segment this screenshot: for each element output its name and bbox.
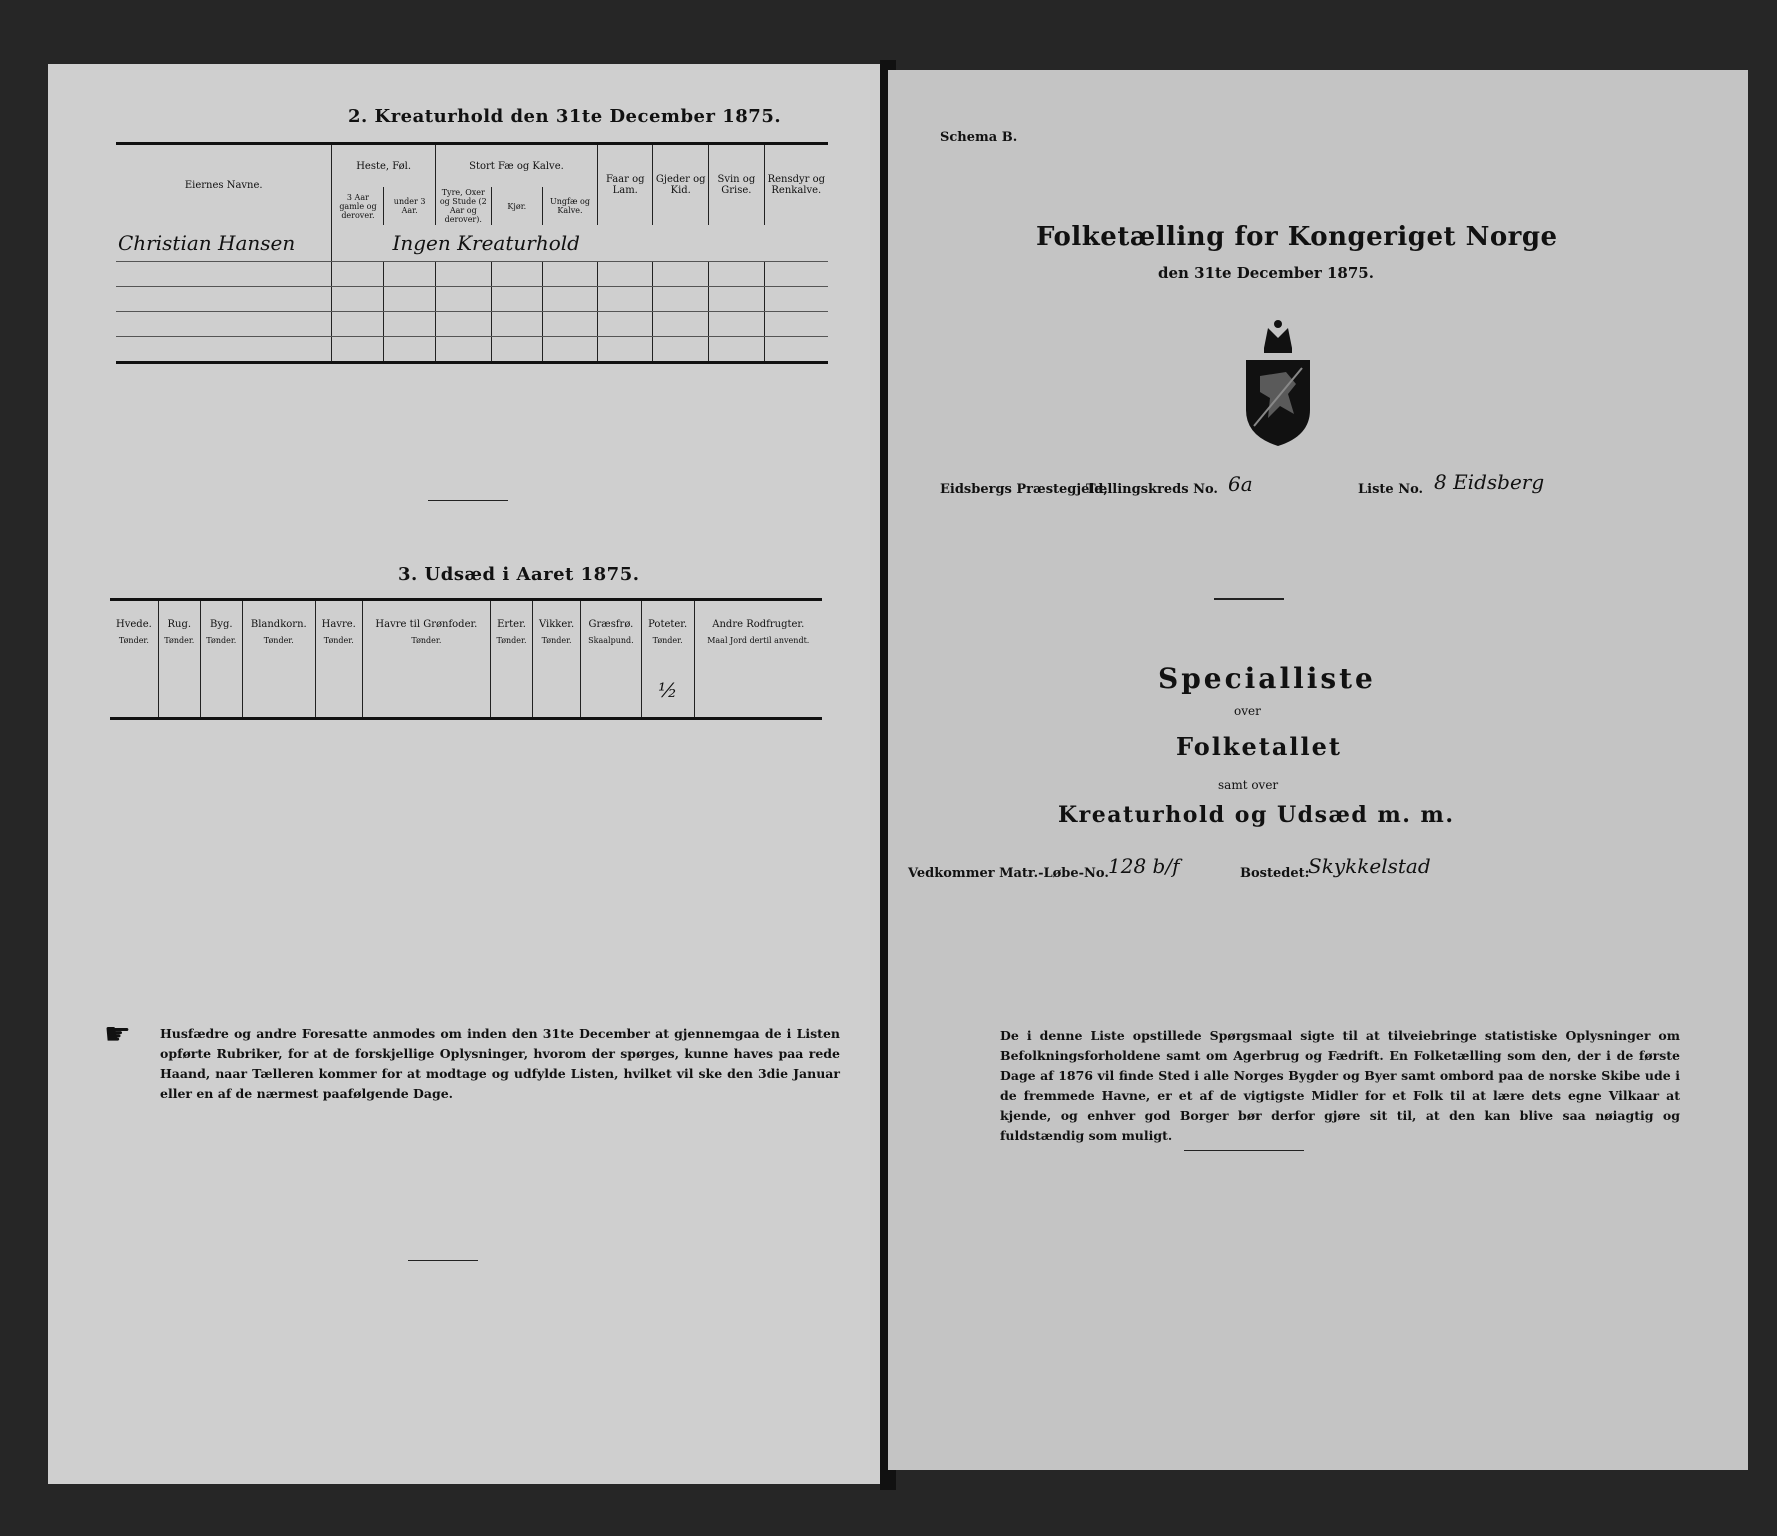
page-title: Folketælling for Kongeriget Norge (1036, 222, 1558, 252)
section3-title: 3. Udsæd i Aaret 1875. (398, 564, 640, 585)
list-label: Liste No. (1358, 482, 1424, 497)
owner-header: Eiernes Navne. (116, 144, 332, 226)
table-row (116, 312, 828, 337)
livestock-note-cell: Ingen Kreaturhold (332, 225, 828, 262)
left-page (48, 64, 890, 1484)
parish-label: Eidsbergs Præstegjeld, (940, 482, 1108, 497)
seed-column-header (641, 600, 694, 664)
reindeer-header: Rensdyr og Renkalve. (764, 144, 828, 226)
seed-column-header (200, 600, 242, 664)
seed-column-unit: Tønder. (206, 636, 237, 645)
seed-value-cell (315, 663, 362, 719)
seed-column-header (362, 600, 490, 664)
seed-value-cell (242, 663, 315, 719)
seed-column-unit: Tønder. (263, 636, 294, 645)
circuit-value: 6a (1228, 472, 1253, 496)
pointing-hand-icon: ☛ (104, 1017, 131, 1052)
intro-paragraph: De i denne Liste opstillede Spørgsmaal sigte til at tilveiebringe statistiske Oplysninger om Befolkningsforholdene samt om Agerbrug og Fædrift. En Folketælling som den, der i de første Dage af 1876 vil finde Sted i alle Norges Bygder og Byer samt ombord paa de norske Skibe ude i de fremmede Havne, er et af de vigtigste Midler for et Folk til at lære dets egne Vilkaar at kjende, og enhver god Borger bør derfor gjøre sit til, at den kan blive saa nøiagtig og fuldstændig som muligt. (1000, 1028, 1680, 1143)
seed-column-unit: Tønder. (652, 636, 683, 645)
seed-column-name: Andre Rodfrugter. (712, 619, 805, 630)
seed-column-unit: Tønder. (541, 636, 572, 645)
seed-column-name: Havre til Grønfoder. (375, 619, 478, 630)
horses-old-header: 3 Aar gamle og derover. (332, 187, 384, 225)
seed-column-name: Rug. (167, 619, 192, 630)
horses-header: Heste, Føl. (332, 144, 435, 188)
seed-column-name: Poteter. (648, 619, 688, 630)
matr-label: Vedkommer Matr.-Løbe-No. (908, 866, 1109, 881)
horses-young-header: under 3 Aar. (384, 187, 435, 225)
notice-text: Husfædre og andre Foresatte anmodes om inden den 31te December at gjennemgaa de i Listen opførte Rubriker, for at de forskjellige Oplysninger, hvorom der spørges, kunne haves paa rede Haand, naar Tælleren kommer for at modtage og udfylde Listen, hvilket vil ske den 3die Januar eller en af de nærmest paafølgende Dage. (160, 1026, 840, 1101)
schema-label: Schema B. (940, 130, 1018, 145)
seed-header-row (110, 600, 822, 664)
table-row (116, 225, 828, 262)
special-title: Specialliste (1158, 662, 1376, 695)
circuit-label: Tællingskreds No. (1086, 482, 1218, 497)
right-page (888, 70, 1748, 1470)
owner-cell: Christian Hansen (116, 225, 332, 262)
table-row (110, 663, 822, 719)
seed-column-name: Erter. (497, 619, 526, 630)
cattle-header: Stort Fæ og Kalve. (435, 144, 597, 188)
seed-column-unit: Maal Jord dertil anvendt. (707, 636, 810, 645)
seed-column-header (581, 600, 642, 664)
seed-value-cell (200, 663, 242, 719)
census-date: den 31te December 1875. (1158, 264, 1374, 282)
samt-over-label: samt over (1218, 778, 1279, 792)
divider (1184, 1150, 1304, 1151)
table-row (116, 337, 828, 363)
sheep-header: Faar og Lam. (598, 144, 653, 226)
cattle-cows-header: Kjør. (491, 187, 542, 225)
goats-header: Gjeder og Kid. (653, 144, 709, 226)
seed-column-name: Vikker. (539, 619, 575, 630)
seed-column-name: Græsfrø. (588, 619, 634, 630)
seed-column-header (491, 600, 533, 664)
list-value: 8 Eidsberg (1434, 470, 1545, 494)
seed-table (110, 598, 822, 720)
bosted-value: Skykkelstad (1308, 854, 1431, 878)
seed-column-unit: Tønder. (118, 636, 149, 645)
seed-column-unit: Tønder. (411, 636, 442, 645)
seed-column-unit: Tønder. (164, 636, 195, 645)
seed-value-cell: ½ (641, 663, 694, 719)
divider (1214, 598, 1284, 600)
seed-value-cell (694, 663, 822, 719)
seed-column-header (315, 600, 362, 664)
pigs-header: Svin og Grise. (709, 144, 765, 226)
cattle-young-header: Ungfæ og Kalve. (542, 187, 597, 225)
seed-column-unit: Tønder. (496, 636, 527, 645)
divider (408, 1260, 478, 1261)
seed-column-name: Blandkorn. (250, 619, 307, 630)
seed-column-unit: Tønder. (323, 636, 354, 645)
seed-column-unit: Skaalpund. (588, 636, 634, 645)
seed-value-cell (110, 663, 158, 719)
table-row (116, 287, 828, 312)
matr-value: 128 b/f (1108, 854, 1180, 878)
seed-column-name: Hvede. (116, 619, 152, 630)
seed-column-header (533, 600, 581, 664)
folketallet-label: Folketallet (1176, 732, 1342, 761)
seed-value-cell (581, 663, 642, 719)
seed-value-cell (491, 663, 533, 719)
divider (428, 500, 508, 501)
section2-title: 2. Kreaturhold den 31te December 1875. (348, 106, 782, 127)
seed-value-cell (533, 663, 581, 719)
livestock-table (116, 142, 828, 364)
coat-of-arms-icon (1240, 318, 1316, 448)
seed-column-header (242, 600, 315, 664)
seed-column-header (694, 600, 822, 664)
seed-column-header (158, 600, 200, 664)
seed-column-header (110, 600, 158, 664)
seed-column-name: Havre. (321, 619, 356, 630)
seed-value-cell (362, 663, 490, 719)
table-row (116, 262, 828, 287)
bosted-label: Bostedet: (1240, 866, 1310, 881)
kreaturhold-title: Kreaturhold og Udsæd m. m. (1058, 802, 1455, 828)
over-label: over (1234, 704, 1261, 718)
cattle-bulls-header: Tyre, Oxer og Stude (2 Aar og derover). (435, 187, 491, 225)
seed-column-name: Byg. (210, 619, 233, 630)
seed-value-cell (158, 663, 200, 719)
